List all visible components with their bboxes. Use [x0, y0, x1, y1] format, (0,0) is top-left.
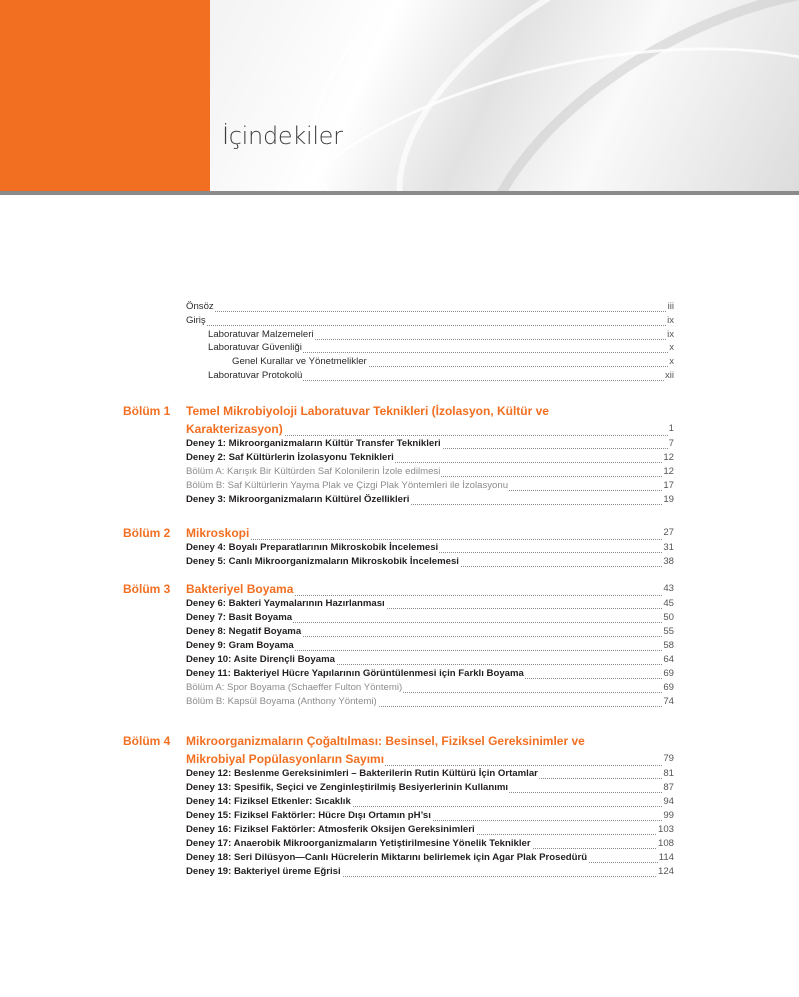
page-number: 12	[663, 452, 674, 463]
toc-entry-label: Önsöz	[186, 301, 214, 312]
toc-entry-label: Deney 17: Anaerobik Mikroorganizmaların Yetiştirilmesine Yönelik Teknikler	[186, 838, 531, 849]
toc-entry-label: Mikrobiyal Popülasyonların Sayımı	[186, 752, 385, 766]
toc-entry-label: Bölüm B: Kapsül Boyama (Anthony Yöntemi)	[186, 696, 377, 707]
header-banner	[0, 0, 799, 191]
toc-entry-label: Deney 10: Asite Dirençli Boyama	[186, 654, 335, 665]
toc-entry-label: Deney 18: Seri Dilüsyon—Canlı Hücrelerin Miktarını belirlemek için Agar Plak Prosedürü	[186, 852, 588, 863]
toc-entry-label: Laboratuvar Güvenliği	[208, 342, 302, 354]
toc-entry-label: Deney 6: Bakteri Yaymalarının Hazırlanması	[186, 598, 385, 609]
page-number: 79	[662, 750, 674, 768]
page-number: 1	[668, 420, 674, 438]
toc-entry-label: Deney 8: Negatif Boyama	[186, 626, 302, 637]
chapter-number: Bölüm 4	[123, 734, 171, 748]
page-number: 99	[663, 810, 674, 821]
toc-experiment[interactable]	[0, 781, 799, 795]
toc-subsection[interactable]	[0, 695, 799, 709]
page-number: 103	[657, 824, 674, 835]
toc-entry-label: Bölüm A: Spor Boyama (Schaeffer Fulton Yöntemi)	[186, 682, 403, 693]
toc-experiment[interactable]	[0, 667, 799, 681]
toc-entry-label: Genel Kurallar ve Yönetmelikler	[232, 356, 367, 368]
toc-entry-label: Deney 15: Fiziksel Faktörler: Hücre Dışı Ortamın pH’sı	[186, 810, 431, 821]
page-number: 108	[657, 838, 674, 849]
page-number: 114	[658, 852, 674, 863]
page-number: 87	[663, 782, 674, 793]
page-number: xii	[664, 370, 674, 381]
chapter-number: Bölüm 2	[123, 526, 171, 540]
toc-experiment[interactable]	[0, 437, 799, 451]
page-number: 19	[663, 494, 674, 505]
toc-entry-label: Deney 3: Mikroorganizmaların Kültürel Özellikleri	[186, 494, 410, 505]
toc-experiment[interactable]	[0, 767, 799, 781]
page-number: ix	[667, 328, 674, 340]
toc-entry-label: Deney 1: Mikroorganizmaların Kültür Transfer Teknikleri	[186, 438, 441, 449]
toc-entry-label: Deney 12: Beslenme Gereksinimleri – Bakterilerin Rutin Kültürü İçin Ortamlar	[186, 768, 538, 779]
page-number: x	[669, 342, 674, 354]
toc-experiment[interactable]	[0, 493, 799, 507]
toc-experiment[interactable]	[0, 541, 799, 555]
chapter-number: Bölüm 1	[123, 404, 171, 418]
toc-entry-label: Deney 9: Gram Boyama	[186, 640, 294, 651]
toc-entry-label: Mikroskopi	[186, 526, 250, 540]
toc-subsection[interactable]	[0, 681, 799, 695]
toc-entry-label: Deney 19: Bakteriyel üreme Eğrisi	[186, 866, 341, 877]
toc-entry-label: Laboratuvar Malzemeleri	[208, 328, 314, 340]
page-number: iii	[667, 301, 674, 312]
chapter-heading[interactable]	[0, 402, 799, 420]
toc-entry-label: Deney 4: Boyalı Preparatlarının Mikroskobik İncelemesi	[186, 542, 439, 553]
toc-subsection[interactable]	[0, 465, 799, 479]
toc-experiment[interactable]	[0, 555, 799, 569]
toc-entry-label: Mikroorganizmaların Çoğaltılması: Besinsel, Fiziksel Gereksinimler ve	[186, 734, 585, 748]
toc-entry-label: Temel Mikrobiyoloji Laboratuvar Teknikleri (İzolasyon, Kültür ve	[186, 404, 549, 418]
page-number: 94	[663, 796, 674, 807]
page-number: ix	[667, 314, 674, 326]
header-divider	[0, 191, 799, 195]
toc-entry-label: Bölüm A: Karışık Bir Kültürden Saf Kolonilerin İzole edilmesi	[186, 466, 441, 477]
page-number: 69	[663, 682, 674, 693]
toc-entry-label: Deney 13: Spesifik, Seçici ve Zenginleştirilmiş Besiyerlerinin Kullanımı	[186, 782, 509, 793]
dot-leader	[186, 311, 674, 326]
dot-leader	[186, 297, 674, 312]
page-number: 27	[662, 524, 674, 542]
toc-experiment[interactable]	[0, 865, 799, 879]
page-number: 45	[663, 598, 674, 609]
toc-experiment[interactable]	[0, 823, 799, 837]
toc-experiment[interactable]	[0, 809, 799, 823]
toc-entry-label: Karakterizasyon)	[186, 422, 283, 436]
page-number: 69	[663, 668, 674, 679]
toc-subsection[interactable]	[0, 479, 799, 493]
page-number: 81	[663, 768, 674, 779]
toc-entry-label: Deney 11: Bakteriyel Hücre Yapılarının Görüntülenmesi için Farklı Boyama	[186, 668, 524, 679]
page-title: İçindekiler	[222, 122, 343, 150]
page-number: 12	[663, 466, 674, 477]
toc-entry-label: Bölüm B: Saf Kültürlerin Yayma Plak ve Çizgi Plak Yöntemleri ile İzolasyonu	[186, 480, 509, 491]
toc-experiment[interactable]	[0, 851, 799, 865]
page-number: 124	[657, 866, 674, 877]
toc-entry-label: Deney 14: Fiziksel Etkenler: Sıcaklık	[186, 796, 351, 807]
toc-entry-label: Bakteriyel Boyama	[186, 582, 294, 596]
page-number: 31	[663, 542, 674, 553]
page-number: 43	[662, 580, 674, 598]
toc-entry-label: Giriş	[186, 314, 206, 326]
chapter-heading[interactable]	[0, 732, 799, 750]
toc-front-item[interactable]	[0, 369, 799, 383]
page-number: 74	[663, 696, 674, 707]
page-number: 55	[663, 626, 674, 637]
page-number: 17	[663, 480, 674, 491]
page-number: x	[669, 356, 674, 368]
page-number: 50	[663, 612, 674, 623]
page-number: 38	[663, 556, 674, 567]
toc-entry-label: Deney 5: Canlı Mikroorganizmaların Mikroskobik İncelemesi	[186, 556, 459, 567]
toc-entry-label: Deney 16: Fiziksel Faktörler: Atmosferik Oksijen Gereksinimleri	[186, 824, 475, 835]
page-number: 7	[668, 438, 674, 449]
orange-accent-block	[0, 0, 210, 191]
toc-experiment[interactable]	[0, 837, 799, 851]
toc-entry-label: Deney 2: Saf Kültürlerin İzolasyonu Teknikleri	[186, 452, 394, 463]
toc-entry-label: Deney 7: Basit Boyama	[186, 612, 293, 623]
page-number: 58	[663, 640, 674, 651]
toc-entry-label: Laboratuvar Protokolü	[208, 370, 303, 381]
chapter-number: Bölüm 3	[123, 582, 171, 596]
page-number: 64	[663, 654, 674, 665]
